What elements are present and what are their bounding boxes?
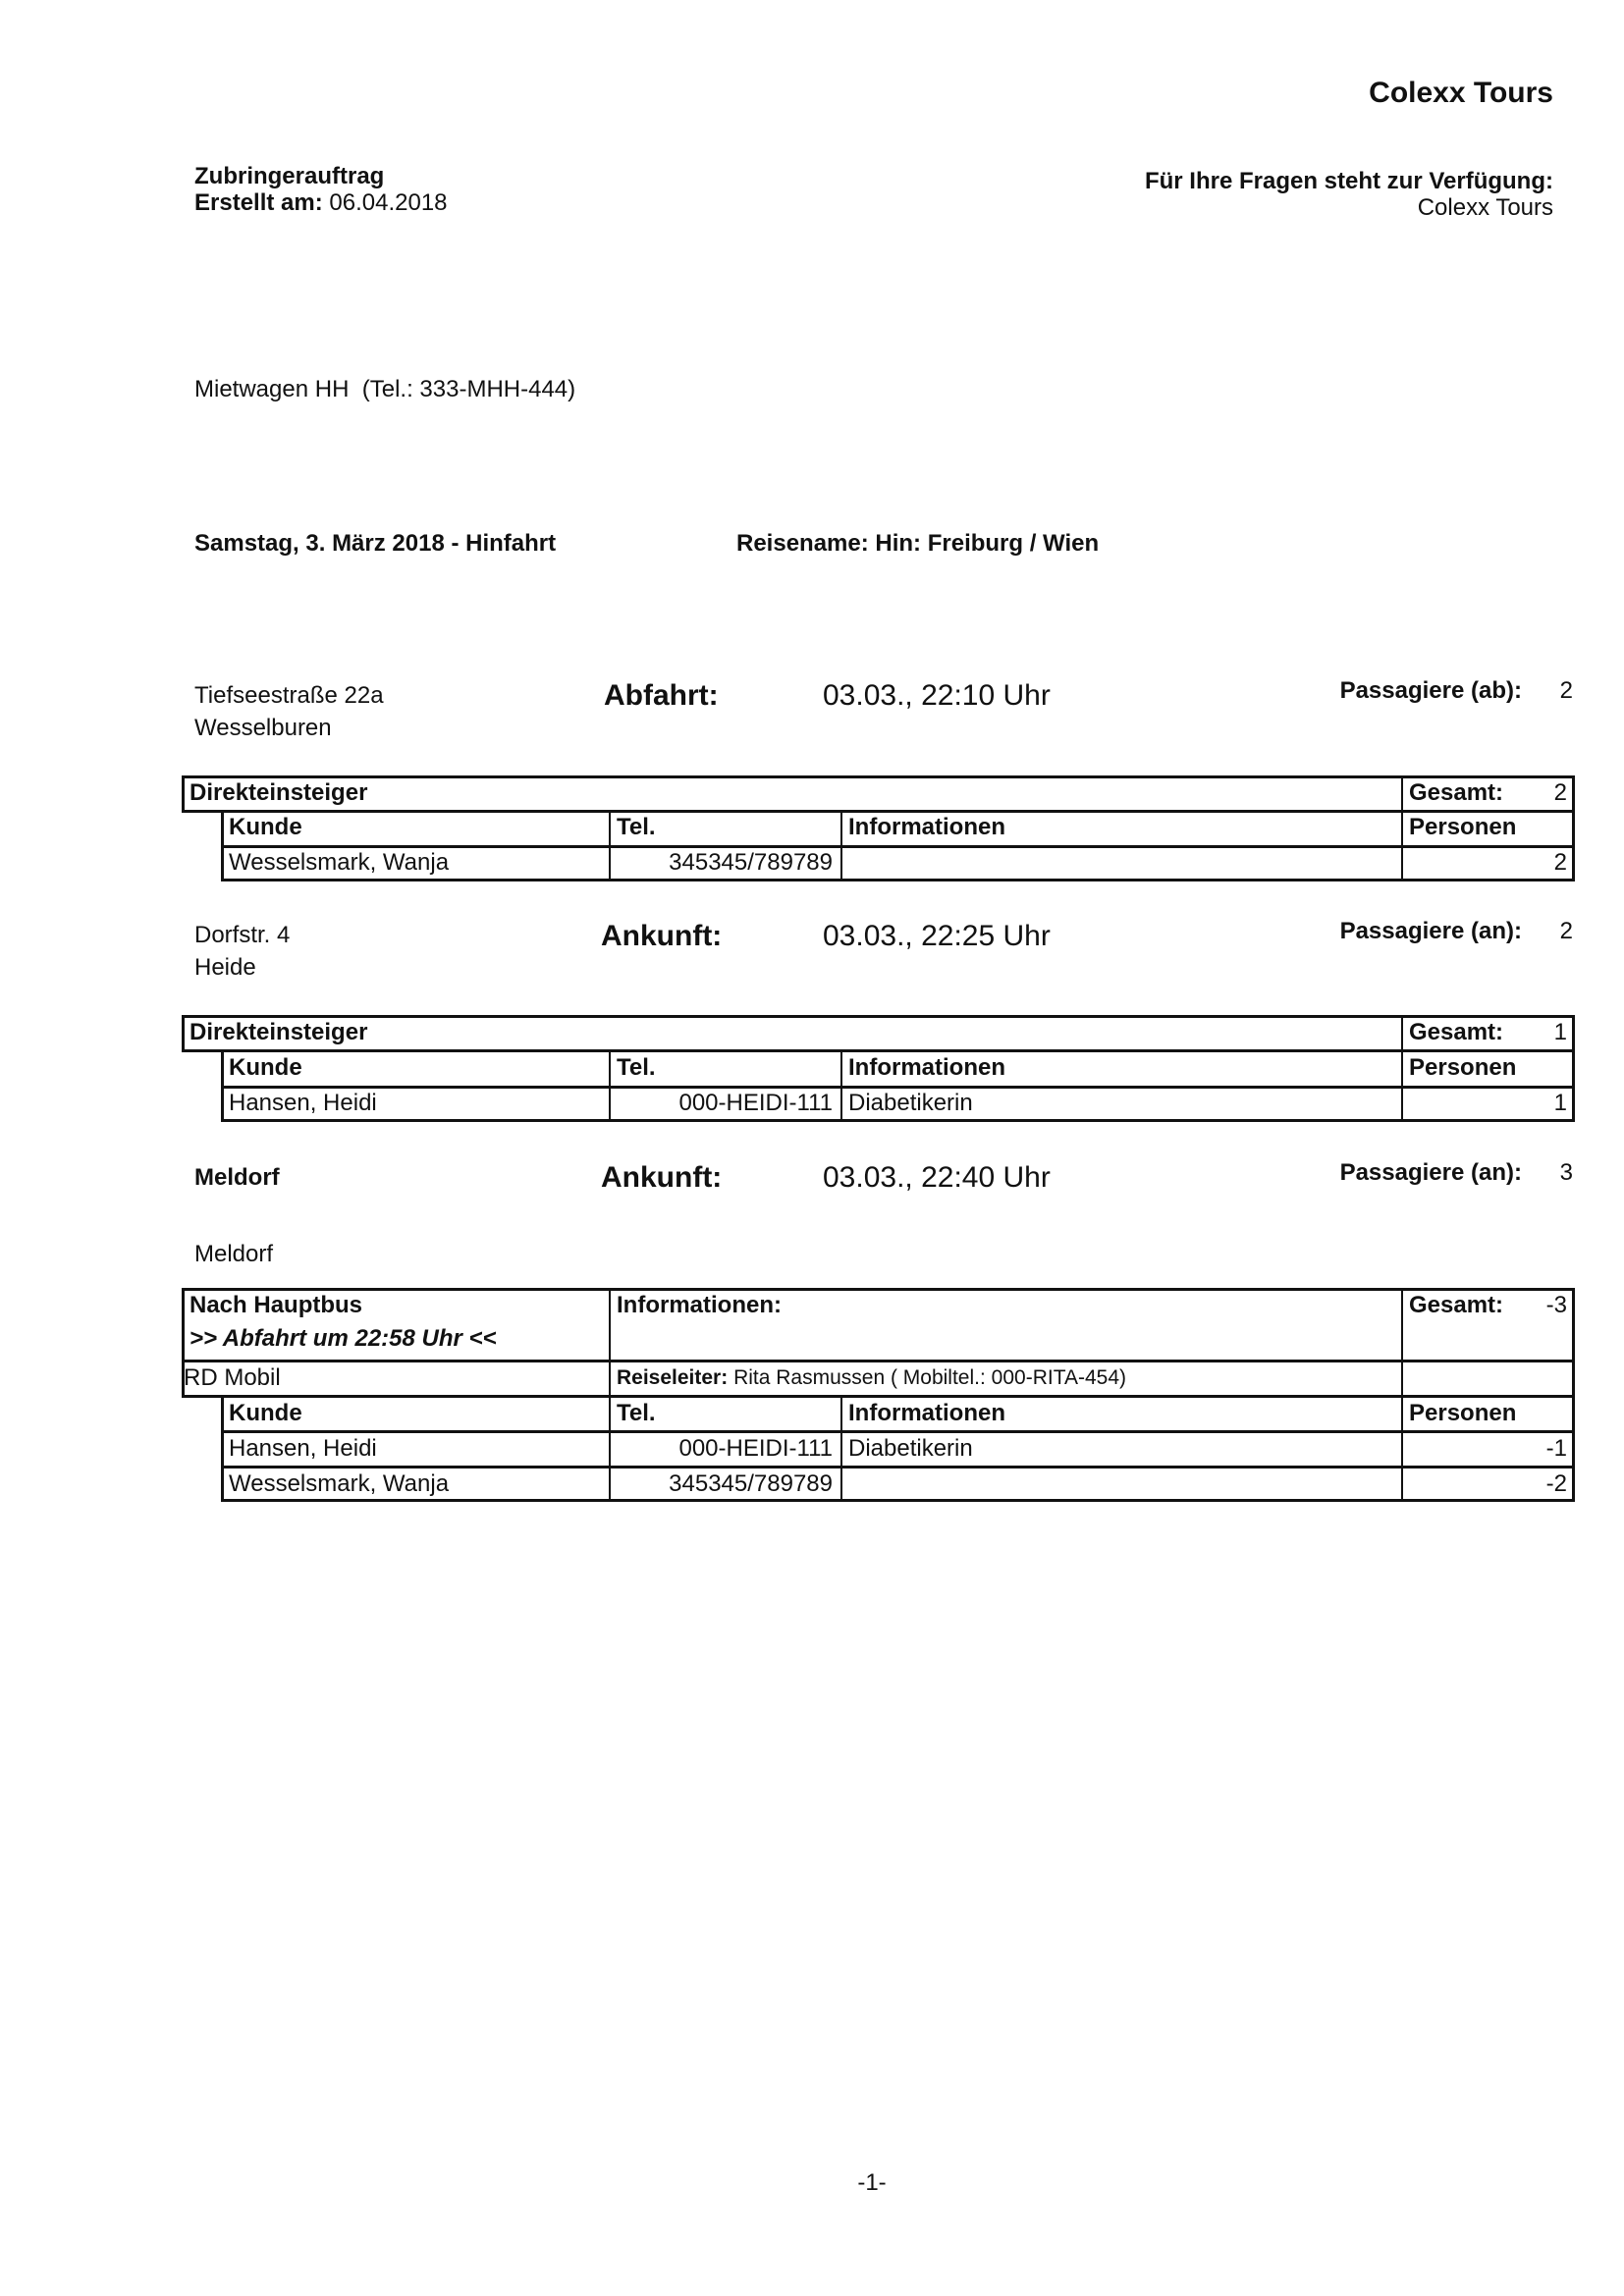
col-header-info: Informationen — [848, 1054, 1005, 1081]
company-title: Colexx Tours — [1369, 77, 1553, 109]
transfer-departure: >> Abfahrt um 22:58 Uhr << — [189, 1325, 497, 1352]
group-title: Direkteinsteiger — [189, 779, 368, 806]
group-total: -3 — [1545, 1292, 1567, 1318]
group-total-label: Gesamt: — [1409, 779, 1504, 806]
created-label: Erstellt am: — [194, 189, 323, 216]
cell-kunde: Hansen, Heidi — [229, 1435, 377, 1462]
bus-name: RD Mobil — [184, 1364, 281, 1391]
col-header-tel: Tel. — [617, 1054, 656, 1081]
col-header-info: Informationen — [848, 814, 1005, 840]
passengers-label: Passagiere (an): — [1339, 1159, 1522, 1186]
tour-guide-label: Reiseleiter: — [617, 1366, 729, 1389]
stop-address — [194, 919, 290, 984]
stop-kind: Abfahrt: — [604, 679, 719, 712]
group-table — [182, 775, 1575, 881]
vendor-phone: (Tel.: 333-MHH-444) — [361, 376, 576, 402]
cell-tel: 000-HEIDI-111 — [678, 1090, 833, 1116]
cell-personen: -2 — [1545, 1470, 1567, 1497]
tour-guide-contact: Rita Rasmussen ( Mobiltel.: 000-RITA-454) — [733, 1366, 1126, 1389]
stop-address — [194, 679, 384, 744]
cell-tel: 345345/789789 — [669, 1470, 833, 1497]
passengers-label: Passagiere (an): — [1339, 918, 1522, 944]
page-number: -1- — [857, 2169, 887, 2196]
passengers-label: Passagiere (ab): — [1339, 677, 1522, 704]
col-header-personen: Personen — [1409, 814, 1517, 840]
stop-address-street: Tiefseestraße 22a — [194, 682, 384, 709]
stop-address-city: Wesselburen — [194, 715, 332, 741]
cell-tel: 345345/789789 — [669, 849, 833, 876]
cell-info: Diabetikerin — [848, 1090, 973, 1116]
tour-guide — [609, 1362, 1126, 1395]
col-header-personen: Personen — [1409, 1054, 1517, 1081]
stop-name: Meldorf — [194, 1164, 280, 1191]
cell-personen: 1 — [1553, 1090, 1567, 1116]
stop-address-city: Meldorf — [194, 1241, 274, 1267]
group-total: 2 — [1553, 779, 1567, 806]
stop-kind: Ankunft: — [601, 920, 723, 952]
trip-name: Reisename: Hin: Freiburg / Wien — [736, 530, 1100, 557]
stop-time: 03.03., 22:25 Uhr — [823, 920, 1051, 952]
col-header-kunde: Kunde — [229, 814, 302, 840]
col-header-kunde: Kunde — [229, 1400, 302, 1426]
cell-kunde: Wesselsmark, Wanja — [229, 849, 450, 876]
vendor-name: Mietwagen HH — [194, 376, 350, 402]
created-date: 06.04.2018 — [329, 189, 448, 216]
created-date-line — [194, 189, 448, 217]
cell-kunde: Wesselsmark, Wanja — [229, 1470, 450, 1497]
document-type: Zubringerauftrag — [194, 163, 385, 189]
transfer-title: Nach Hauptbus — [189, 1292, 363, 1318]
contact-label: Für Ihre Fragen steht zur Verfügung: — [1144, 168, 1553, 194]
group-total-label: Gesamt: — [1409, 1019, 1504, 1045]
cell-tel: 000-HEIDI-111 — [678, 1435, 833, 1462]
group-header-frame — [182, 1015, 1575, 1052]
passengers-count: 2 — [1559, 918, 1573, 944]
stop-time: 03.03., 22:40 Uhr — [823, 1161, 1051, 1194]
contact-name: Colexx Tours — [1417, 194, 1553, 221]
transfer-table — [182, 1288, 1575, 1502]
trip-date: Samstag, 3. März 2018 - Hinfahrt — [194, 530, 557, 557]
cell-kunde: Hansen, Heidi — [229, 1090, 377, 1116]
group-header-frame — [182, 775, 1575, 813]
col-header-info: Informationen — [848, 1400, 1005, 1426]
cell-personen: 2 — [1553, 849, 1567, 876]
col-header-tel: Tel. — [617, 814, 656, 840]
group-title: Direkteinsteiger — [189, 1019, 368, 1045]
group-table — [182, 1015, 1575, 1122]
vendor-line — [194, 376, 575, 403]
cell-personen: -1 — [1545, 1435, 1567, 1462]
passengers-count: 3 — [1559, 1159, 1573, 1186]
passengers-count: 2 — [1559, 677, 1573, 704]
col-header-tel: Tel. — [617, 1400, 656, 1426]
col-header-kunde: Kunde — [229, 1054, 302, 1081]
transfer-info-label: Informationen: — [617, 1292, 782, 1318]
stop-kind: Ankunft: — [601, 1161, 723, 1194]
stop-time: 03.03., 22:10 Uhr — [823, 679, 1051, 712]
cell-info: Diabetikerin — [848, 1435, 973, 1462]
stop-address-city: Heide — [194, 954, 256, 981]
stop-address-street: Dorfstr. 4 — [194, 922, 291, 948]
group-total-label: Gesamt: — [1409, 1292, 1504, 1318]
group-total: 1 — [1553, 1019, 1567, 1045]
col-header-personen: Personen — [1409, 1400, 1517, 1426]
